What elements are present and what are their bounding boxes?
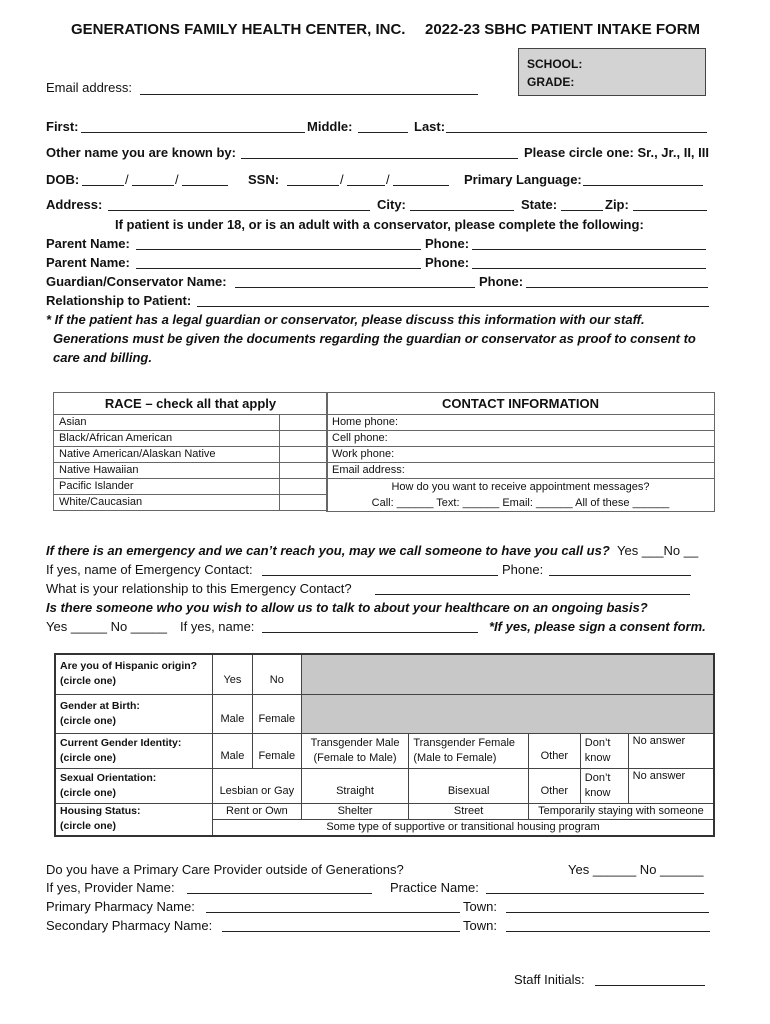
work-phone-field[interactable]: Work phone: xyxy=(327,447,715,463)
form-title: 2022-23 SBHC PATIENT INTAKE FORM xyxy=(425,21,701,38)
guardian-note: care and billing. xyxy=(53,350,152,365)
trans-female-label: Transgender Female xyxy=(413,736,516,749)
gender-identity-question xyxy=(55,733,213,768)
parent1-field[interactable] xyxy=(136,249,421,250)
circle-one-label: (circle one) xyxy=(60,675,117,688)
race-option-asian: Asian xyxy=(54,415,280,431)
primary-town-label: Town: xyxy=(463,899,497,914)
address-label: Address: xyxy=(46,197,103,212)
table-row xyxy=(54,479,328,495)
race-option-native-hawaiian: Native Hawaiian xyxy=(54,463,280,479)
other-name-label: Other name you are known by: xyxy=(46,145,236,160)
shaded-cell xyxy=(301,654,714,694)
emergency-relationship-field[interactable] xyxy=(375,594,690,595)
org-name: GENERATIONS FAMILY HEALTH CENTER, INC. xyxy=(71,21,406,38)
race-checkbox[interactable] xyxy=(280,463,328,479)
identity-trans-male-option[interactable] xyxy=(301,733,409,768)
secondary-town-label: Town: xyxy=(463,918,497,933)
state-field[interactable] xyxy=(561,210,603,211)
housing-street-option[interactable]: Street xyxy=(409,803,529,819)
race-table xyxy=(53,392,328,511)
know-label: know xyxy=(584,751,611,764)
housing-rent-own-option[interactable]: Rent or Own xyxy=(213,803,302,819)
consent-note: *If yes, please sign a consent form. xyxy=(489,619,706,634)
dont-label: Don’t xyxy=(584,736,611,749)
guardian-note: * If the patient has a legal guardian or conservator, please discuss this information with our staff. xyxy=(46,312,645,327)
hispanic-question xyxy=(55,654,213,694)
hispanic-yes-option[interactable]: Yes xyxy=(213,654,253,694)
race-checkbox[interactable] xyxy=(280,479,328,495)
know-label: know xyxy=(584,786,611,799)
table-row xyxy=(55,694,714,733)
hispanic-no-option[interactable]: No xyxy=(252,654,301,694)
identity-other-option[interactable]: Other xyxy=(528,733,580,768)
housing-question xyxy=(55,803,213,836)
ssn-label: SSN: xyxy=(248,172,280,187)
school-grade-box xyxy=(518,48,706,96)
table-row xyxy=(54,431,328,447)
appointment-preference[interactable] xyxy=(327,479,715,512)
relationship-field[interactable] xyxy=(197,306,709,307)
race-option-white: White/Caucasian xyxy=(54,495,280,511)
ssn-separator: / xyxy=(340,172,344,187)
pcp-yes-no[interactable]: Yes ______ No ______ xyxy=(568,862,704,877)
housing-shelter-option[interactable]: Shelter xyxy=(301,803,409,819)
identity-dont-know-option[interactable] xyxy=(580,733,628,768)
guardian-intro: If patient is under 18, or is an adult with a conservator, please complete the following: xyxy=(115,217,644,232)
gender-birth-label: Gender at Birth: xyxy=(60,699,140,712)
secondary-pharmacy-field[interactable] xyxy=(222,931,460,932)
orientation-straight-option[interactable]: Straight xyxy=(301,768,409,803)
table-row xyxy=(54,463,328,479)
table-row xyxy=(55,733,714,768)
first-name-field[interactable] xyxy=(81,132,305,133)
school-label: SCHOOL: xyxy=(527,57,583,71)
table-row xyxy=(54,447,328,463)
contact-header: CONTACT INFORMATION xyxy=(327,393,715,415)
staff-initials-label: Staff Initials: xyxy=(514,972,585,987)
dob-separator: / xyxy=(125,172,129,187)
emergency-relationship-label: What is your relationship to this Emergency Contact? xyxy=(46,581,352,596)
identity-female-option[interactable]: Female xyxy=(252,733,301,768)
contact-email-field[interactable]: Email address: xyxy=(327,463,715,479)
parent2-phone-label: Phone: xyxy=(425,255,470,270)
city-label: City: xyxy=(377,197,406,212)
parent2-field[interactable] xyxy=(136,268,421,269)
last-name-field[interactable] xyxy=(446,132,707,133)
identity-male-option[interactable]: Male xyxy=(213,733,253,768)
appointment-options: Call: ______ Text: ______ Email: ______ All of these ______ xyxy=(371,497,670,509)
table-row xyxy=(55,768,714,803)
dont-label: Don’t xyxy=(584,771,611,784)
circle-one-label: (circle one) xyxy=(60,714,117,727)
secondary-pharmacy-label: Secondary Pharmacy Name: xyxy=(46,918,213,933)
primary-pharmacy-label: Primary Pharmacy Name: xyxy=(46,899,195,914)
trans-male-sub: (Female to Male) xyxy=(313,751,397,764)
shaded-cell xyxy=(301,694,714,733)
other-name-field[interactable] xyxy=(241,158,518,159)
emergency-phone-field[interactable] xyxy=(549,575,691,576)
staff-initials-field[interactable] xyxy=(595,985,705,986)
provider-name-label: If yes, Provider Name: xyxy=(46,880,175,895)
suffix-label: Please circle one: Sr., Jr., II, III xyxy=(524,145,709,160)
race-checkbox[interactable] xyxy=(280,415,328,431)
email-field[interactable] xyxy=(140,94,478,95)
trans-male-label: Transgender Male xyxy=(310,736,400,749)
demographics-table xyxy=(54,653,715,837)
identity-no-answer-option[interactable]: No answer xyxy=(628,733,714,768)
state-label: State: xyxy=(521,197,558,212)
primary-pharmacy-field[interactable] xyxy=(206,912,460,913)
circle-one-label: (circle one) xyxy=(60,786,117,799)
race-checkbox[interactable] xyxy=(280,447,328,463)
ongoing-name-label: If yes, name: xyxy=(180,619,255,634)
race-checkbox[interactable] xyxy=(280,431,328,447)
parent1-phone-field[interactable] xyxy=(472,249,706,250)
parent2-phone-field[interactable] xyxy=(472,268,706,269)
gender-birth-question xyxy=(55,694,213,733)
race-checkbox[interactable] xyxy=(280,495,328,511)
race-option-native-american: Native American/Alaskan Native xyxy=(54,447,280,463)
pcp-question: Do you have a Primary Care Provider outside of Generations? xyxy=(46,862,404,877)
ongoing-yes-no[interactable]: Yes _____ No _____ xyxy=(46,619,167,634)
orientation-dont-know-option[interactable] xyxy=(580,768,628,803)
parent1-label: Parent Name: xyxy=(46,236,130,251)
race-header: RACE – check all that apply xyxy=(54,393,328,415)
address-field[interactable] xyxy=(108,210,370,211)
hispanic-label: Are you of Hispanic origin? xyxy=(60,660,198,673)
orientation-question xyxy=(55,768,213,803)
city-field[interactable] xyxy=(410,210,514,211)
conservator-phone-label: Phone: xyxy=(479,274,524,289)
emergency-question: If there is an emergency and we can’t reach you, may we call someone to have you call us? xyxy=(46,543,610,558)
dob-label: DOB: xyxy=(46,172,80,187)
race-option-pacific-islander: Pacific Islander xyxy=(54,479,280,495)
grade-label: GRADE: xyxy=(527,75,575,89)
table-row xyxy=(54,415,328,431)
housing-temporary-option[interactable]: Temporarily staying with someone xyxy=(528,803,714,819)
circle-one-label: (circle one) xyxy=(60,820,117,832)
identity-trans-female-option[interactable] xyxy=(409,733,529,768)
conservator-field[interactable] xyxy=(235,287,475,288)
conservator-phone-field[interactable] xyxy=(526,287,708,288)
ssn-separator: / xyxy=(386,172,390,187)
orientation-no-answer-option[interactable]: No answer xyxy=(628,768,714,803)
dob-month-field[interactable] xyxy=(82,185,124,186)
dob-day-field[interactable] xyxy=(132,185,174,186)
language-field[interactable] xyxy=(583,185,703,186)
parent2-label: Parent Name: xyxy=(46,255,130,270)
secondary-town-field[interactable] xyxy=(506,931,710,932)
middle-name-field[interactable] xyxy=(358,132,408,133)
housing-label: Housing Status: xyxy=(60,805,141,817)
contact-table xyxy=(326,392,715,512)
ssn-part3-field[interactable] xyxy=(393,185,449,186)
orientation-lesbian-gay-option[interactable]: Lesbian or Gay xyxy=(213,768,302,803)
practice-name-label: Practice Name: xyxy=(390,880,479,895)
last-name-label: Last: xyxy=(414,119,446,134)
cell-phone-field[interactable]: Cell phone: xyxy=(327,431,715,447)
birth-male-option[interactable]: Male xyxy=(213,694,253,733)
emergency-phone-label: Phone: xyxy=(502,562,544,577)
primary-town-field[interactable] xyxy=(506,912,709,913)
dob-separator: / xyxy=(175,172,179,187)
emergency-name-label: If yes, name of Emergency Contact: xyxy=(46,562,253,577)
race-option-black: Black/African American xyxy=(54,431,280,447)
home-phone-field[interactable]: Home phone: xyxy=(327,415,715,431)
dob-year-field[interactable] xyxy=(182,185,228,186)
emergency-name-field[interactable] xyxy=(262,575,498,576)
middle-name-label: Middle: xyxy=(307,119,353,134)
ongoing-name-field[interactable] xyxy=(262,632,478,633)
language-label: Primary Language: xyxy=(464,172,582,187)
trans-female-sub: (Male to Female) xyxy=(413,751,497,764)
parent1-phone-label: Phone: xyxy=(425,236,470,251)
birth-female-option[interactable]: Female xyxy=(252,694,301,733)
practice-name-field[interactable] xyxy=(486,893,704,894)
conservator-label: Guardian/Conservator Name: xyxy=(46,274,227,289)
circle-one-label: (circle one) xyxy=(60,751,117,764)
housing-supportive-option[interactable]: Some type of supportive or transitional housing program xyxy=(213,819,715,836)
orientation-other-option[interactable]: Other xyxy=(528,768,580,803)
appointment-question: How do you want to receive appointment messages? xyxy=(391,481,650,493)
emergency-yes-no[interactable]: Yes ___No __ xyxy=(617,543,699,558)
ssn-part1-field[interactable] xyxy=(287,185,339,186)
table-row xyxy=(54,495,328,511)
zip-label: Zip: xyxy=(605,197,629,212)
relationship-label: Relationship to Patient: xyxy=(46,293,192,308)
orientation-label: Sexual Orientation: xyxy=(60,771,157,784)
guardian-note: Generations must be given the documents regarding the guardian or conservator as proof to consent to xyxy=(53,331,696,346)
zip-field[interactable] xyxy=(633,210,707,211)
email-label: Email address: xyxy=(46,80,132,95)
ongoing-question: Is there someone who you wish to allow us to talk to about your healthcare on an ongoing basis? xyxy=(46,600,648,615)
table-row xyxy=(55,654,714,694)
gender-identity-label: Current Gender Identity: xyxy=(60,736,182,749)
ssn-part2-field[interactable] xyxy=(347,185,385,186)
first-name-label: First: xyxy=(46,119,79,134)
orientation-bisexual-option[interactable]: Bisexual xyxy=(409,768,529,803)
provider-name-field[interactable] xyxy=(187,893,372,894)
table-row xyxy=(55,803,714,819)
